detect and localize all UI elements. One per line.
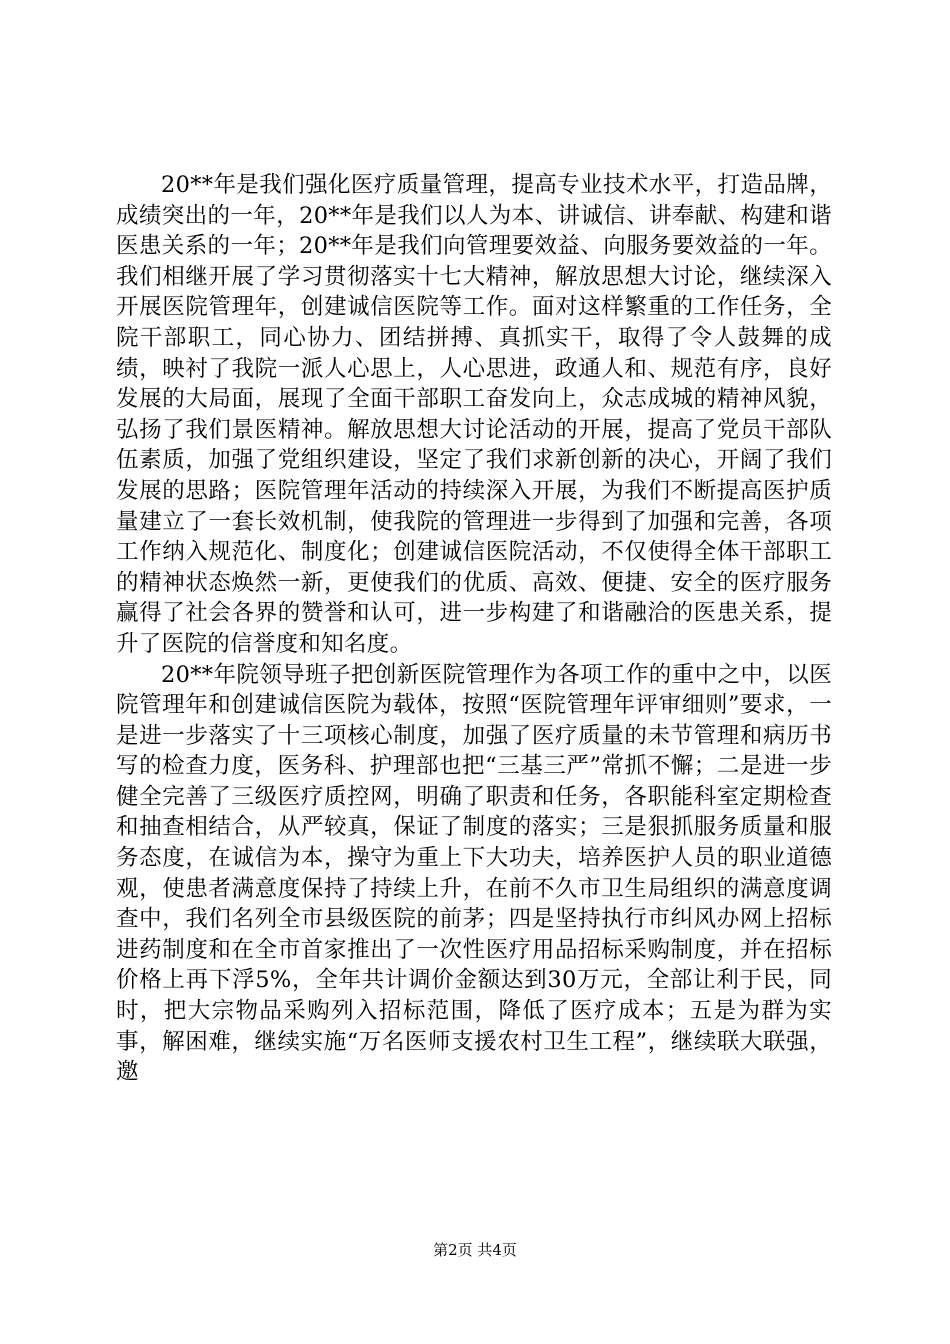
page-number: 第2页 共4页 bbox=[433, 1241, 517, 1259]
paragraph-2: 20**年院领导班子把创新医院管理作为各项工作的重中之中，以医院管理年和创建诚信医院为载体，按照“医院管理年评审细则”要求，一是进一步落实了十三项核心制度，加强了医疗质量的未节管理和病历书写的检查力度，医务科、护理部也把“三基三严”常抓不懈；二是进一步健全完善了三级医疗质控网，明确了职责和任务，各职能科室定期检查和抽查相结合，从严较真，保证了制度的落实；三是狠抓服务质量和服务态度，在诚信为本，操守为重上下大功夫，培养医护人员的职业道德观，使患者满意度保持了持续上升，在前不久市卫生局组织的满意度调查中，我们名列全市县级医院的前茅；四是坚持执行市纠风办网上招标进药制度和在全市首家推出了一次性医疗用品招标采购制度，并在招标价格上再下浮5%，全年共计调价金额达到30万元，全部让利于民，同时，把大宗物品采购列入招标范围，降低了医疗成本；五是为群为实事，解困难，继续实施“万名医师支援农村卫生工程”，继续联大联强，邀 bbox=[116, 661, 832, 1086]
document-body bbox=[116, 170, 832, 1088]
paragraph-1: 20**年是我们强化医疗质量管理，提高专业技术水平，打造品牌，成绩突出的一年，20**年是我们以人为本、讲诚信、讲奉献、构建和谐医患关系的一年；20**年是我们向管理要效益、向服务要效益的一年。我们相继开展了学习贯彻落实十七大精神，解放思想大讨论，继续深入开展医院管理年，创建诚信医院等工作。面对这样繁重的工作任务，全院干部职工，同心协力、团结拼搏、真抓实干，取得了令人鼓舞的成绩，映衬了我院一派人心思上，人心思进，政通人和、规范有序，良好发展的大局面，展现了全面干部职工奋发向上，众志成城的精神风貌，弘扬了我们景医精神。解放思想大讨论活动的开展，提高了党员干部队伍素质，加强了党组织建设，坚定了我们求新创新的决心，开阔了我们发展的思路；医院管理年活动的持续深入开展，为我们不断提高医护质量建立了一套长效机制，使我院的管理进一步得到了加强和完善，各项工作纳入规范化、制度化；创建诚信医院活动，不仅使得全体干部职工的精神状态焕然一新，更使我们的优质、高效、便捷、安全的医疗服务赢得了社会各界的赞誉和认可，进一步构建了和谐融洽的医患关系，提升了医院的信誉度和知名度。 bbox=[116, 172, 832, 657]
page-footer bbox=[0, 1240, 950, 1260]
